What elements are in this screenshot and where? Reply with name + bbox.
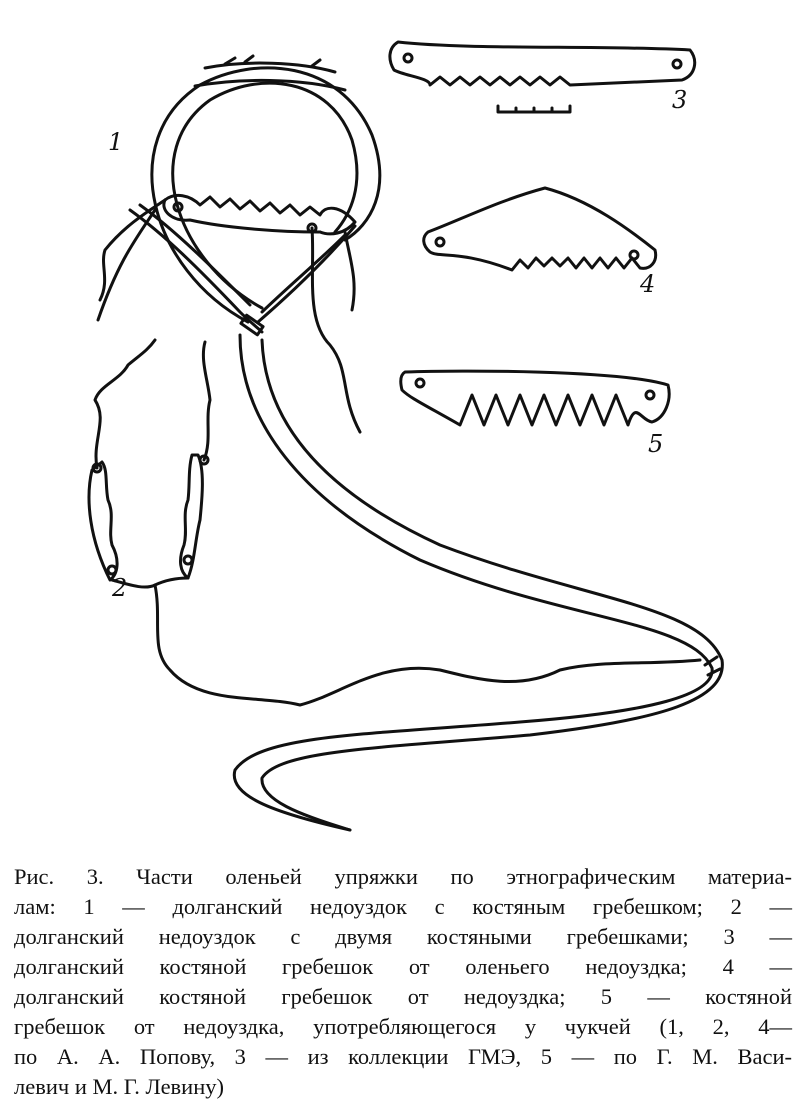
- label-4: 4: [640, 270, 656, 298]
- label-2: 2: [112, 574, 128, 602]
- caption-line-7: по А. А. Попову, 3 — из коллекции ГМЭ, 5 — по Г. М. Васи-: [14, 1044, 792, 1069]
- halter-with-comb-drawing: [98, 56, 722, 830]
- figure-caption: [14, 862, 792, 1102]
- caption-line-6: гребешок от недоуздка, употребляющегося у чукчей (1, 2, 4—: [14, 1014, 792, 1039]
- label-5: 5: [648, 430, 664, 458]
- comb-3-drawing: [390, 42, 695, 112]
- caption-line-3: долганский недоуздок с двумя костяными гребешками; 3 —: [14, 924, 792, 949]
- label-3: 3: [672, 86, 688, 114]
- label-1: 1: [108, 128, 124, 156]
- caption-line-2: лам: 1 — долганский недоуздок с костяным гребешком; 2 —: [14, 894, 792, 919]
- left-comb: [89, 462, 117, 580]
- caption-line-1: Рис. 3. Части оленьей упряжки по этнографическим материа-: [14, 864, 792, 889]
- caption-line-5: долганский костяной гребешок от недоуздка; 5 — костяной: [14, 984, 792, 1009]
- comb-5-drawing: [401, 371, 669, 425]
- caption-line-4: долганский костяной гребешок от оленьего недоуздка; 4 —: [14, 954, 792, 979]
- comb-4-drawing: [424, 188, 656, 270]
- caption-line-8: левич и М. Г. Левину): [14, 1074, 225, 1099]
- scale-bar: [498, 106, 570, 112]
